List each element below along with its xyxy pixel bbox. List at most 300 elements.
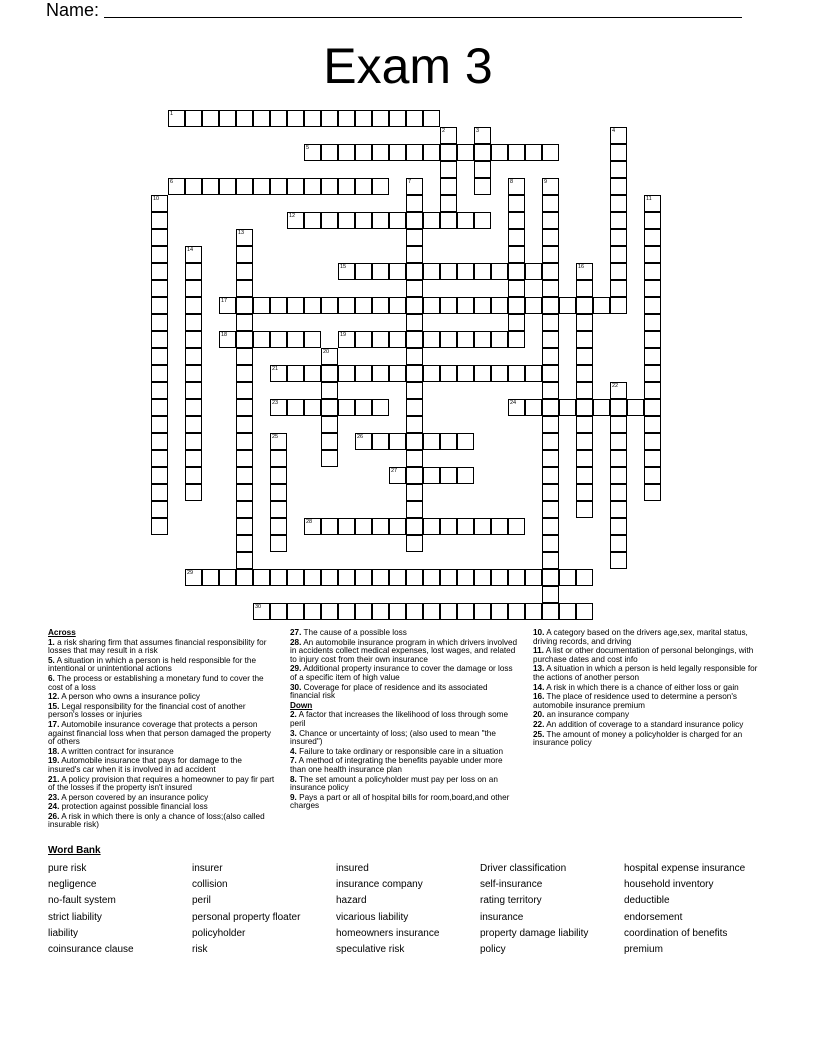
grid-cell[interactable] bbox=[576, 348, 593, 365]
grid-cell[interactable] bbox=[610, 450, 627, 467]
grid-cell[interactable] bbox=[389, 331, 406, 348]
grid-cell[interactable] bbox=[542, 552, 559, 569]
grid-cell[interactable] bbox=[406, 263, 423, 280]
grid-cell[interactable] bbox=[185, 263, 202, 280]
grid-cell[interactable] bbox=[270, 297, 287, 314]
grid-cell[interactable] bbox=[423, 331, 440, 348]
grid-cell[interactable] bbox=[440, 603, 457, 620]
grid-cell[interactable] bbox=[423, 212, 440, 229]
grid-cell[interactable] bbox=[474, 297, 491, 314]
grid-cell[interactable] bbox=[355, 178, 372, 195]
grid-cell[interactable] bbox=[389, 297, 406, 314]
grid-cell[interactable] bbox=[236, 229, 253, 246]
grid-cell[interactable] bbox=[236, 314, 253, 331]
grid-cell[interactable] bbox=[287, 178, 304, 195]
grid-cell[interactable] bbox=[423, 297, 440, 314]
grid-cell[interactable] bbox=[236, 501, 253, 518]
grid-cell[interactable] bbox=[508, 195, 525, 212]
grid-cell[interactable] bbox=[474, 263, 491, 280]
grid-cell[interactable] bbox=[610, 127, 627, 144]
grid-cell[interactable] bbox=[542, 501, 559, 518]
grid-cell[interactable] bbox=[185, 314, 202, 331]
grid-cell[interactable] bbox=[525, 399, 542, 416]
grid-cell[interactable] bbox=[644, 314, 661, 331]
grid-cell[interactable] bbox=[338, 365, 355, 382]
grid-cell[interactable] bbox=[542, 416, 559, 433]
grid-cell[interactable] bbox=[576, 280, 593, 297]
grid-cell[interactable] bbox=[576, 450, 593, 467]
grid-cell[interactable] bbox=[151, 433, 168, 450]
grid-cell[interactable] bbox=[423, 110, 440, 127]
grid-cell[interactable] bbox=[202, 110, 219, 127]
grid-cell[interactable] bbox=[219, 178, 236, 195]
grid-cell[interactable] bbox=[270, 603, 287, 620]
grid-cell[interactable] bbox=[644, 382, 661, 399]
grid-cell[interactable] bbox=[287, 569, 304, 586]
grid-cell[interactable] bbox=[457, 365, 474, 382]
grid-cell[interactable] bbox=[610, 382, 627, 399]
grid-cell[interactable] bbox=[423, 144, 440, 161]
grid-cell[interactable] bbox=[389, 263, 406, 280]
grid-cell[interactable] bbox=[270, 518, 287, 535]
grid-cell[interactable] bbox=[270, 569, 287, 586]
grid-cell[interactable] bbox=[287, 399, 304, 416]
grid-cell[interactable] bbox=[355, 297, 372, 314]
grid-cell[interactable] bbox=[185, 348, 202, 365]
grid-cell[interactable] bbox=[423, 365, 440, 382]
grid-cell[interactable] bbox=[151, 331, 168, 348]
grid-cell[interactable] bbox=[185, 450, 202, 467]
grid-cell[interactable] bbox=[372, 569, 389, 586]
grid-cell[interactable] bbox=[474, 569, 491, 586]
grid-cell[interactable] bbox=[151, 229, 168, 246]
grid-cell[interactable] bbox=[338, 212, 355, 229]
grid-cell[interactable] bbox=[185, 484, 202, 501]
grid-cell[interactable] bbox=[406, 246, 423, 263]
grid-cell[interactable] bbox=[202, 178, 219, 195]
grid-cell[interactable] bbox=[236, 433, 253, 450]
grid-cell[interactable] bbox=[236, 348, 253, 365]
grid-cell[interactable] bbox=[304, 399, 321, 416]
grid-cell[interactable] bbox=[440, 144, 457, 161]
grid-cell[interactable] bbox=[440, 467, 457, 484]
grid-cell[interactable] bbox=[576, 331, 593, 348]
grid-cell[interactable] bbox=[236, 416, 253, 433]
grid-cell[interactable] bbox=[372, 110, 389, 127]
grid-cell[interactable] bbox=[406, 382, 423, 399]
grid-cell[interactable] bbox=[151, 501, 168, 518]
grid-cell[interactable] bbox=[508, 229, 525, 246]
grid-cell[interactable] bbox=[236, 110, 253, 127]
grid-cell[interactable] bbox=[542, 433, 559, 450]
grid-cell[interactable] bbox=[270, 110, 287, 127]
grid-cell[interactable] bbox=[508, 178, 525, 195]
grid-cell[interactable] bbox=[151, 450, 168, 467]
grid-cell[interactable] bbox=[440, 331, 457, 348]
grid-cell[interactable] bbox=[253, 603, 270, 620]
grid-cell[interactable] bbox=[644, 280, 661, 297]
grid-cell[interactable] bbox=[610, 399, 627, 416]
grid-cell[interactable] bbox=[338, 603, 355, 620]
grid-cell[interactable] bbox=[440, 433, 457, 450]
grid-cell[interactable] bbox=[321, 603, 338, 620]
grid-cell[interactable] bbox=[644, 467, 661, 484]
grid-cell[interactable] bbox=[610, 416, 627, 433]
grid-cell[interactable] bbox=[287, 297, 304, 314]
grid-cell[interactable] bbox=[338, 144, 355, 161]
grid-cell[interactable] bbox=[389, 110, 406, 127]
grid-cell[interactable] bbox=[644, 331, 661, 348]
grid-cell[interactable] bbox=[185, 178, 202, 195]
grid-cell[interactable] bbox=[457, 433, 474, 450]
grid-cell[interactable] bbox=[321, 212, 338, 229]
grid-cell[interactable] bbox=[474, 161, 491, 178]
grid-cell[interactable] bbox=[168, 110, 185, 127]
grid-cell[interactable] bbox=[491, 263, 508, 280]
grid-cell[interactable] bbox=[576, 603, 593, 620]
grid-cell[interactable] bbox=[406, 433, 423, 450]
grid-cell[interactable] bbox=[440, 178, 457, 195]
grid-cell[interactable] bbox=[236, 246, 253, 263]
grid-cell[interactable] bbox=[185, 297, 202, 314]
grid-cell[interactable] bbox=[457, 331, 474, 348]
grid-cell[interactable] bbox=[219, 569, 236, 586]
grid-cell[interactable] bbox=[457, 569, 474, 586]
grid-cell[interactable] bbox=[321, 365, 338, 382]
grid-cell[interactable] bbox=[508, 246, 525, 263]
grid-cell[interactable] bbox=[287, 331, 304, 348]
grid-cell[interactable] bbox=[355, 212, 372, 229]
grid-cell[interactable] bbox=[151, 263, 168, 280]
grid-cell[interactable] bbox=[491, 144, 508, 161]
grid-cell[interactable] bbox=[610, 263, 627, 280]
grid-cell[interactable] bbox=[423, 263, 440, 280]
grid-cell[interactable] bbox=[151, 314, 168, 331]
grid-cell[interactable] bbox=[270, 501, 287, 518]
grid-cell[interactable] bbox=[406, 484, 423, 501]
grid-cell[interactable] bbox=[406, 144, 423, 161]
grid-cell[interactable] bbox=[644, 433, 661, 450]
grid-cell[interactable] bbox=[644, 365, 661, 382]
grid-cell[interactable] bbox=[474, 144, 491, 161]
grid-cell[interactable] bbox=[474, 178, 491, 195]
grid-cell[interactable] bbox=[389, 569, 406, 586]
grid-cell[interactable] bbox=[508, 569, 525, 586]
grid-cell[interactable] bbox=[474, 365, 491, 382]
grid-cell[interactable] bbox=[355, 399, 372, 416]
grid-cell[interactable] bbox=[406, 212, 423, 229]
grid-cell[interactable] bbox=[321, 569, 338, 586]
grid-cell[interactable] bbox=[423, 518, 440, 535]
grid-cell[interactable] bbox=[406, 535, 423, 552]
grid-cell[interactable] bbox=[236, 535, 253, 552]
grid-cell[interactable] bbox=[610, 178, 627, 195]
grid-cell[interactable] bbox=[542, 535, 559, 552]
grid-cell[interactable] bbox=[610, 280, 627, 297]
grid-cell[interactable] bbox=[644, 416, 661, 433]
grid-cell[interactable] bbox=[644, 484, 661, 501]
grid-cell[interactable] bbox=[610, 297, 627, 314]
grid-cell[interactable] bbox=[406, 365, 423, 382]
grid-cell[interactable] bbox=[644, 297, 661, 314]
grid-cell[interactable] bbox=[406, 467, 423, 484]
grid-cell[interactable] bbox=[304, 603, 321, 620]
grid-cell[interactable] bbox=[355, 110, 372, 127]
grid-cell[interactable] bbox=[338, 569, 355, 586]
grid-cell[interactable] bbox=[236, 382, 253, 399]
grid-cell[interactable] bbox=[457, 144, 474, 161]
grid-cell[interactable] bbox=[185, 467, 202, 484]
grid-cell[interactable] bbox=[321, 382, 338, 399]
grid-cell[interactable] bbox=[576, 263, 593, 280]
grid-cell[interactable] bbox=[355, 433, 372, 450]
grid-cell[interactable] bbox=[542, 212, 559, 229]
grid-cell[interactable] bbox=[355, 263, 372, 280]
grid-cell[interactable] bbox=[338, 399, 355, 416]
grid-cell[interactable] bbox=[270, 365, 287, 382]
grid-cell[interactable] bbox=[338, 331, 355, 348]
grid-cell[interactable] bbox=[202, 569, 219, 586]
grid-cell[interactable] bbox=[576, 365, 593, 382]
grid-cell[interactable] bbox=[474, 518, 491, 535]
grid-cell[interactable] bbox=[151, 484, 168, 501]
grid-cell[interactable] bbox=[576, 467, 593, 484]
grid-cell[interactable] bbox=[610, 518, 627, 535]
grid-cell[interactable] bbox=[304, 518, 321, 535]
grid-cell[interactable] bbox=[457, 467, 474, 484]
grid-cell[interactable] bbox=[236, 552, 253, 569]
grid-cell[interactable] bbox=[474, 331, 491, 348]
grid-cell[interactable] bbox=[151, 416, 168, 433]
grid-cell[interactable] bbox=[406, 603, 423, 620]
grid-cell[interactable] bbox=[151, 518, 168, 535]
grid-cell[interactable] bbox=[542, 603, 559, 620]
grid-cell[interactable] bbox=[406, 450, 423, 467]
grid-cell[interactable] bbox=[185, 433, 202, 450]
grid-cell[interactable] bbox=[406, 518, 423, 535]
grid-cell[interactable] bbox=[406, 348, 423, 365]
grid-cell[interactable] bbox=[338, 178, 355, 195]
grid-cell[interactable] bbox=[185, 331, 202, 348]
grid-cell[interactable] bbox=[542, 382, 559, 399]
grid-cell[interactable] bbox=[440, 161, 457, 178]
grid-cell[interactable] bbox=[236, 399, 253, 416]
grid-cell[interactable] bbox=[457, 263, 474, 280]
grid-cell[interactable] bbox=[491, 603, 508, 620]
grid-cell[interactable] bbox=[440, 212, 457, 229]
grid-cell[interactable] bbox=[644, 399, 661, 416]
grid-cell[interactable] bbox=[610, 535, 627, 552]
grid-cell[interactable] bbox=[610, 161, 627, 178]
grid-cell[interactable] bbox=[576, 484, 593, 501]
grid-cell[interactable] bbox=[542, 450, 559, 467]
grid-cell[interactable] bbox=[440, 365, 457, 382]
grid-cell[interactable] bbox=[440, 127, 457, 144]
grid-cell[interactable] bbox=[389, 212, 406, 229]
grid-cell[interactable] bbox=[151, 195, 168, 212]
grid-cell[interactable] bbox=[304, 365, 321, 382]
grid-cell[interactable] bbox=[457, 518, 474, 535]
grid-cell[interactable] bbox=[253, 110, 270, 127]
grid-cell[interactable] bbox=[610, 246, 627, 263]
grid-cell[interactable] bbox=[542, 178, 559, 195]
grid-cell[interactable] bbox=[304, 297, 321, 314]
grid-cell[interactable] bbox=[389, 518, 406, 535]
grid-cell[interactable] bbox=[321, 399, 338, 416]
grid-cell[interactable] bbox=[372, 365, 389, 382]
grid-cell[interactable] bbox=[389, 365, 406, 382]
grid-cell[interactable] bbox=[406, 399, 423, 416]
grid-cell[interactable] bbox=[406, 569, 423, 586]
grid-cell[interactable] bbox=[627, 399, 644, 416]
grid-cell[interactable] bbox=[542, 467, 559, 484]
grid-cell[interactable] bbox=[321, 144, 338, 161]
grid-cell[interactable] bbox=[389, 467, 406, 484]
grid-cell[interactable] bbox=[321, 416, 338, 433]
grid-cell[interactable] bbox=[525, 365, 542, 382]
grid-cell[interactable] bbox=[491, 365, 508, 382]
grid-cell[interactable] bbox=[270, 467, 287, 484]
grid-cell[interactable] bbox=[440, 263, 457, 280]
grid-cell[interactable] bbox=[406, 195, 423, 212]
grid-cell[interactable] bbox=[151, 280, 168, 297]
grid-cell[interactable] bbox=[151, 212, 168, 229]
grid-cell[interactable] bbox=[372, 212, 389, 229]
grid-cell[interactable] bbox=[440, 297, 457, 314]
grid-cell[interactable] bbox=[287, 212, 304, 229]
grid-cell[interactable] bbox=[508, 314, 525, 331]
grid-cell[interactable] bbox=[406, 280, 423, 297]
grid-cell[interactable] bbox=[338, 518, 355, 535]
grid-cell[interactable] bbox=[389, 603, 406, 620]
grid-cell[interactable] bbox=[338, 263, 355, 280]
grid-cell[interactable] bbox=[508, 144, 525, 161]
grid-cell[interactable] bbox=[525, 569, 542, 586]
grid-cell[interactable] bbox=[491, 331, 508, 348]
grid-cell[interactable] bbox=[253, 569, 270, 586]
grid-cell[interactable] bbox=[406, 314, 423, 331]
grid-cell[interactable] bbox=[151, 297, 168, 314]
grid-cell[interactable] bbox=[610, 501, 627, 518]
grid-cell[interactable] bbox=[236, 518, 253, 535]
grid-cell[interactable] bbox=[644, 229, 661, 246]
grid-cell[interactable] bbox=[151, 382, 168, 399]
grid-cell[interactable] bbox=[321, 110, 338, 127]
grid-cell[interactable] bbox=[508, 297, 525, 314]
grid-cell[interactable] bbox=[355, 603, 372, 620]
grid-cell[interactable] bbox=[321, 433, 338, 450]
grid-cell[interactable] bbox=[508, 280, 525, 297]
grid-cell[interactable] bbox=[644, 263, 661, 280]
grid-cell[interactable] bbox=[185, 399, 202, 416]
grid-cell[interactable] bbox=[644, 212, 661, 229]
grid-cell[interactable] bbox=[406, 331, 423, 348]
grid-cell[interactable] bbox=[270, 178, 287, 195]
grid-cell[interactable] bbox=[304, 569, 321, 586]
grid-cell[interactable] bbox=[423, 569, 440, 586]
grid-cell[interactable] bbox=[253, 297, 270, 314]
grid-cell[interactable] bbox=[440, 569, 457, 586]
grid-cell[interactable] bbox=[593, 297, 610, 314]
grid-cell[interactable] bbox=[593, 399, 610, 416]
grid-cell[interactable] bbox=[542, 297, 559, 314]
grid-cell[interactable] bbox=[253, 331, 270, 348]
grid-cell[interactable] bbox=[372, 518, 389, 535]
grid-cell[interactable] bbox=[321, 518, 338, 535]
grid-cell[interactable] bbox=[610, 467, 627, 484]
grid-cell[interactable] bbox=[508, 603, 525, 620]
grid-cell[interactable] bbox=[525, 263, 542, 280]
grid-cell[interactable] bbox=[559, 569, 576, 586]
grid-cell[interactable] bbox=[542, 280, 559, 297]
grid-cell[interactable] bbox=[185, 365, 202, 382]
grid-cell[interactable] bbox=[559, 603, 576, 620]
grid-cell[interactable] bbox=[270, 484, 287, 501]
grid-cell[interactable] bbox=[355, 569, 372, 586]
grid-cell[interactable] bbox=[151, 348, 168, 365]
grid-cell[interactable] bbox=[525, 297, 542, 314]
grid-cell[interactable] bbox=[576, 314, 593, 331]
grid-cell[interactable] bbox=[389, 144, 406, 161]
grid-cell[interactable] bbox=[508, 365, 525, 382]
grid-cell[interactable] bbox=[542, 484, 559, 501]
grid-cell[interactable] bbox=[610, 552, 627, 569]
grid-cell[interactable] bbox=[644, 348, 661, 365]
grid-cell[interactable] bbox=[610, 144, 627, 161]
grid-cell[interactable] bbox=[287, 603, 304, 620]
grid-cell[interactable] bbox=[219, 110, 236, 127]
grid-cell[interactable] bbox=[610, 229, 627, 246]
grid-cell[interactable] bbox=[559, 297, 576, 314]
grid-cell[interactable] bbox=[236, 263, 253, 280]
grid-cell[interactable] bbox=[270, 399, 287, 416]
grid-cell[interactable] bbox=[338, 297, 355, 314]
grid-cell[interactable] bbox=[236, 331, 253, 348]
grid-cell[interactable] bbox=[576, 501, 593, 518]
grid-cell[interactable] bbox=[508, 518, 525, 535]
grid-cell[interactable] bbox=[542, 229, 559, 246]
grid-cell[interactable] bbox=[406, 110, 423, 127]
grid-cell[interactable] bbox=[236, 569, 253, 586]
grid-cell[interactable] bbox=[168, 178, 185, 195]
grid-cell[interactable] bbox=[270, 331, 287, 348]
grid-cell[interactable] bbox=[491, 297, 508, 314]
grid-cell[interactable] bbox=[508, 212, 525, 229]
grid-cell[interactable] bbox=[304, 331, 321, 348]
grid-cell[interactable] bbox=[542, 365, 559, 382]
grid-cell[interactable] bbox=[236, 450, 253, 467]
grid-cell[interactable] bbox=[372, 144, 389, 161]
grid-cell[interactable] bbox=[372, 603, 389, 620]
grid-cell[interactable] bbox=[525, 603, 542, 620]
grid-cell[interactable] bbox=[508, 263, 525, 280]
grid-cell[interactable] bbox=[491, 518, 508, 535]
grid-cell[interactable] bbox=[576, 382, 593, 399]
grid-cell[interactable] bbox=[355, 331, 372, 348]
grid-cell[interactable] bbox=[610, 433, 627, 450]
grid-cell[interactable] bbox=[304, 110, 321, 127]
grid-cell[interactable] bbox=[406, 501, 423, 518]
grid-cell[interactable] bbox=[372, 331, 389, 348]
grid-cell[interactable] bbox=[644, 450, 661, 467]
grid-cell[interactable] bbox=[542, 263, 559, 280]
grid-cell[interactable] bbox=[406, 229, 423, 246]
grid-cell[interactable] bbox=[525, 144, 542, 161]
grid-cell[interactable] bbox=[236, 280, 253, 297]
grid-cell[interactable] bbox=[576, 433, 593, 450]
grid-cell[interactable] bbox=[423, 603, 440, 620]
grid-cell[interactable] bbox=[423, 433, 440, 450]
